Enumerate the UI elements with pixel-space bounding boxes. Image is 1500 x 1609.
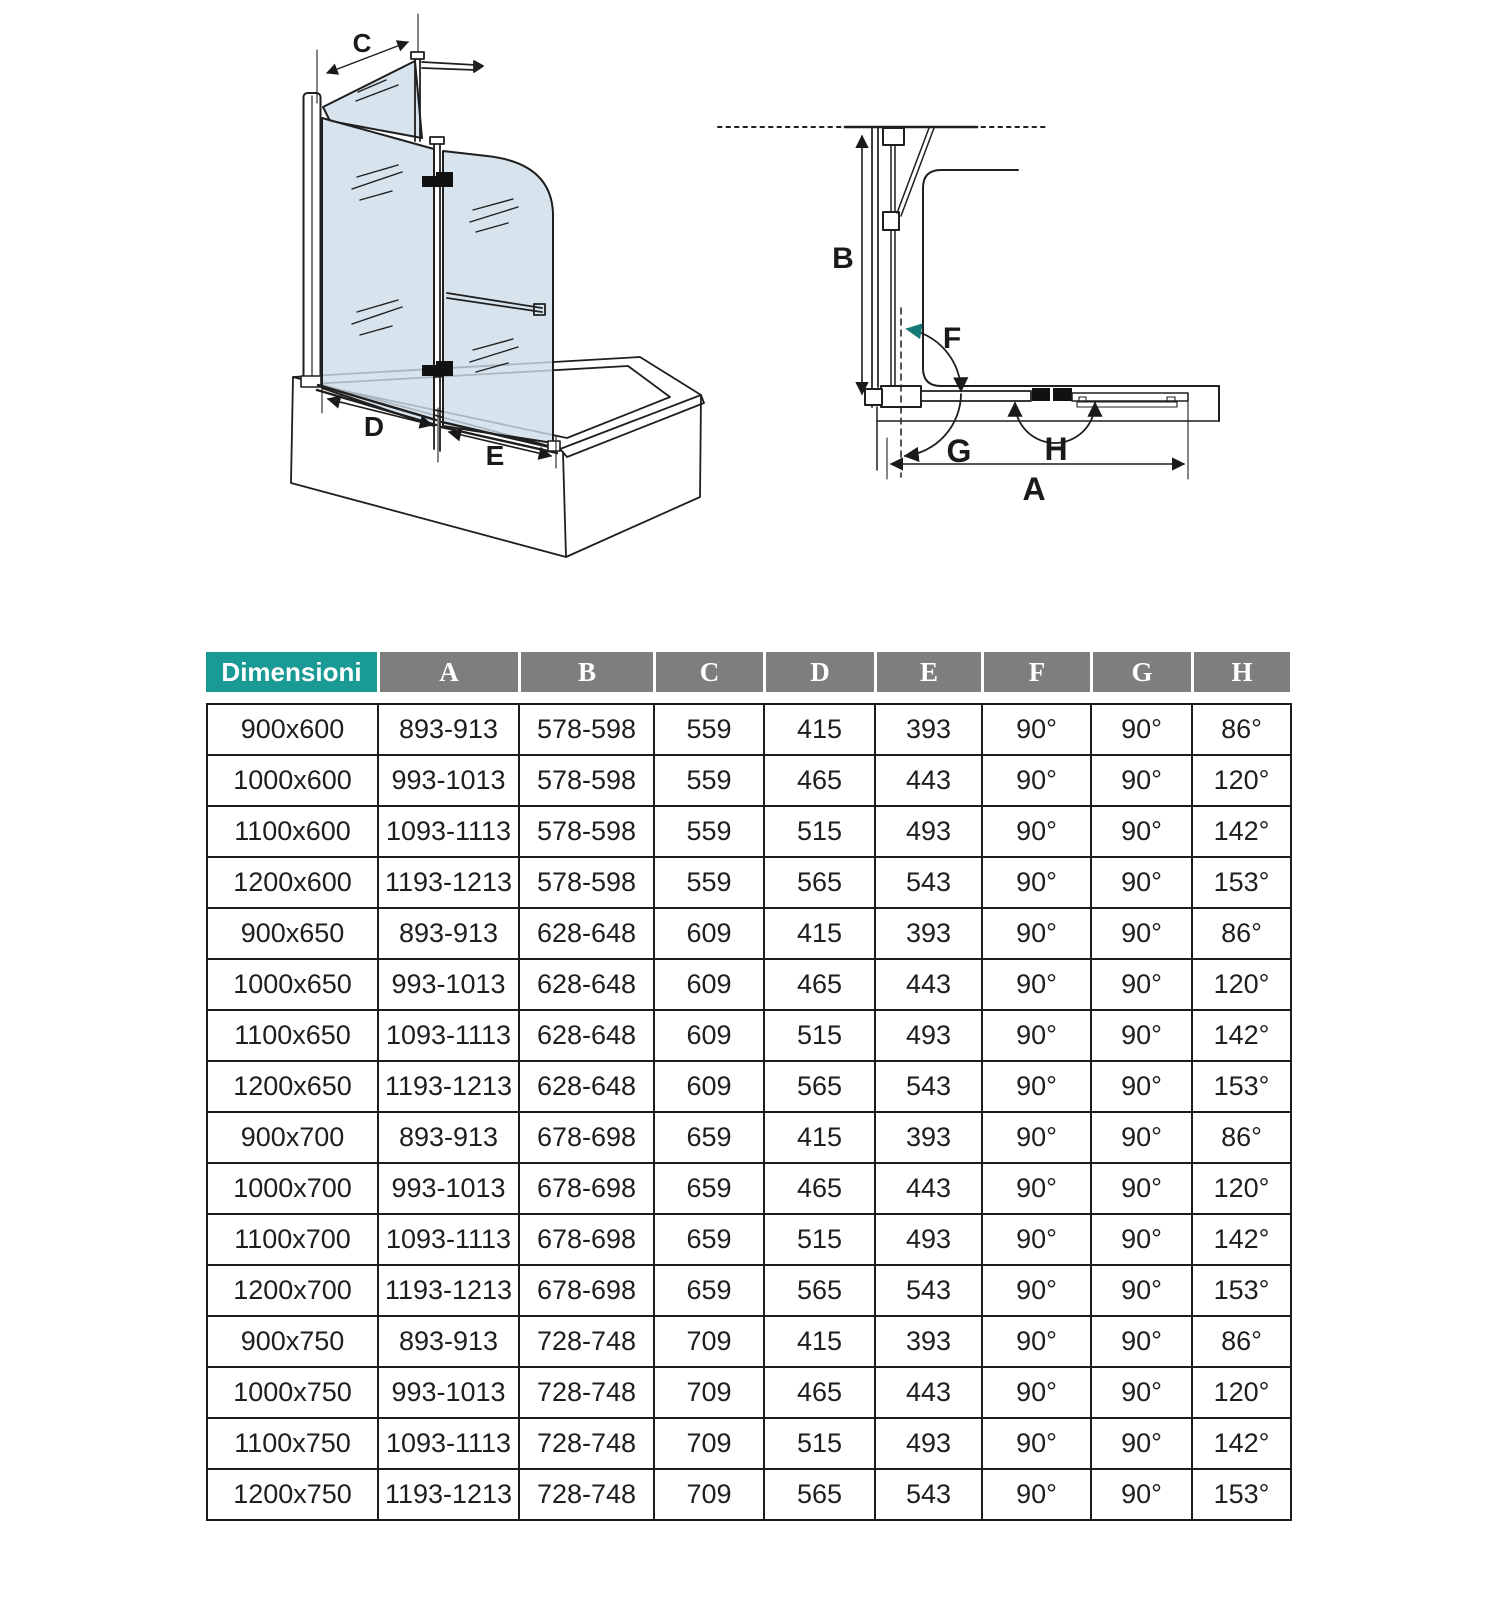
cell-value: 90° [982, 1010, 1091, 1061]
cell-value: 515 [764, 1418, 875, 1469]
cell-value: 559 [654, 704, 764, 755]
header-col-G: G [1093, 652, 1191, 692]
cell-value: 993-1013 [378, 1163, 519, 1214]
cell-value: 90° [982, 1163, 1091, 1214]
cell-value: 153° [1192, 1469, 1291, 1520]
cell-size: 1200x750 [207, 1469, 378, 1520]
cell-value: 120° [1192, 1367, 1291, 1418]
cell-value: 90° [1091, 1112, 1192, 1163]
cell-value: 659 [654, 1265, 764, 1316]
cell-value: 628-648 [519, 1061, 654, 1112]
cell-value: 443 [875, 1367, 982, 1418]
cell-value: 443 [875, 755, 982, 806]
cell-value: 120° [1192, 755, 1291, 806]
table-row [207, 1112, 1291, 1163]
support-bar-tip [474, 61, 483, 72]
table-row [207, 857, 1291, 908]
cell-value: 1093-1113 [378, 1010, 519, 1061]
cell-value: 120° [1192, 1163, 1291, 1214]
table-row [207, 1469, 1291, 1520]
cell-value: 90° [982, 1112, 1091, 1163]
label-b: B [832, 242, 854, 275]
cell-value: 90° [1091, 1367, 1192, 1418]
cell-value: 578-598 [519, 704, 654, 755]
cell-size: 1000x750 [207, 1367, 378, 1418]
cell-value: 90° [1091, 1163, 1192, 1214]
cell-value: 678-698 [519, 1163, 654, 1214]
cell-size: 900x600 [207, 704, 378, 755]
table-row [207, 704, 1291, 755]
cell-value: 628-648 [519, 959, 654, 1010]
cell-value: 609 [654, 908, 764, 959]
cell-value: 659 [654, 1214, 764, 1265]
cell-value: 415 [764, 908, 875, 959]
cell-value: 709 [654, 1316, 764, 1367]
table-row [207, 959, 1291, 1010]
cell-size: 1100x750 [207, 1418, 378, 1469]
cell-value: 120° [1192, 959, 1291, 1010]
cell-value: 559 [654, 857, 764, 908]
table-row [207, 1418, 1291, 1469]
cell-value: 393 [875, 1112, 982, 1163]
cell-size: 1000x650 [207, 959, 378, 1010]
cell-value: 893-913 [378, 704, 519, 755]
perspective-view-diagram [291, 14, 704, 557]
cell-value: 90° [982, 1418, 1091, 1469]
cell-value: 609 [654, 959, 764, 1010]
table-row [207, 1265, 1291, 1316]
technical-diagrams [0, 0, 1500, 640]
cell-size: 1200x650 [207, 1061, 378, 1112]
cell-value: 893-913 [378, 1112, 519, 1163]
cell-value: 728-748 [519, 1316, 654, 1367]
cell-value: 559 [654, 755, 764, 806]
cell-value: 90° [982, 1469, 1091, 1520]
cell-value: 659 [654, 1163, 764, 1214]
label-c: C [352, 28, 372, 58]
cell-value: 90° [982, 1061, 1091, 1112]
cell-value: 493 [875, 1418, 982, 1469]
cell-value: 893-913 [378, 1316, 519, 1367]
cell-value: 90° [1091, 857, 1192, 908]
cell-value: 90° [1091, 1469, 1192, 1520]
cell-value: 90° [1091, 806, 1192, 857]
hinge-top [422, 176, 436, 187]
cell-value: 728-748 [519, 1418, 654, 1469]
cell-value: 578-598 [519, 857, 654, 908]
table-row [207, 1010, 1291, 1061]
cell-value: 90° [982, 1265, 1091, 1316]
cell-size: 900x750 [207, 1316, 378, 1367]
cell-value: 993-1013 [378, 1367, 519, 1418]
cell-value: 90° [1091, 1418, 1192, 1469]
cell-value: 90° [1091, 1265, 1192, 1316]
cell-value: 153° [1192, 857, 1291, 908]
cell-value: 86° [1192, 908, 1291, 959]
plan-hinge [1032, 388, 1050, 401]
cell-value: 90° [982, 755, 1091, 806]
hinge-bottom [436, 361, 453, 376]
cell-value: 493 [875, 1214, 982, 1265]
cell-value: 142° [1192, 1010, 1291, 1061]
header-col-E: E [877, 652, 981, 692]
header-col-F: F [984, 652, 1090, 692]
cell-value: 728-748 [519, 1367, 654, 1418]
cell-value: 86° [1192, 704, 1291, 755]
cell-value: 393 [875, 1316, 982, 1367]
cell-value: 678-698 [519, 1265, 654, 1316]
hinge-bottom [422, 365, 436, 376]
cell-value: 1093-1113 [378, 806, 519, 857]
cell-value: 493 [875, 806, 982, 857]
cell-value: 393 [875, 704, 982, 755]
header-col-B: B [521, 652, 653, 692]
plan-folded-screen [865, 386, 1188, 407]
cell-value: 1093-1113 [378, 1418, 519, 1469]
cell-value: 1093-1113 [378, 1214, 519, 1265]
cell-value: 465 [764, 1367, 875, 1418]
cell-value: 565 [764, 1265, 875, 1316]
cell-value: 90° [982, 1214, 1091, 1265]
cell-value: 993-1013 [378, 755, 519, 806]
glass-panels [322, 61, 553, 443]
wall-profile [301, 93, 321, 387]
cell-value: 559 [654, 806, 764, 857]
cell-value: 515 [764, 1214, 875, 1265]
cell-value: 709 [654, 1418, 764, 1469]
cell-size: 1200x700 [207, 1265, 378, 1316]
table-row [207, 1367, 1291, 1418]
label-g: G [946, 433, 972, 469]
plan-fixed-panel [872, 127, 934, 407]
cell-size: 1100x700 [207, 1214, 378, 1265]
dimensions-table-body [207, 704, 1291, 1520]
cell-value: 1193-1213 [378, 1265, 519, 1316]
label-e: E [485, 440, 505, 471]
plan-hinge [1053, 388, 1072, 401]
cell-value: 628-648 [519, 1010, 654, 1061]
cell-value: 465 [764, 755, 875, 806]
table-row [207, 1163, 1291, 1214]
glass-panel-2 [443, 151, 553, 443]
cell-value: 609 [654, 1061, 764, 1112]
header-col-H: H [1194, 652, 1290, 692]
cell-value: 728-748 [519, 1469, 654, 1520]
cell-value: 90° [1091, 908, 1192, 959]
label-h: H [1044, 431, 1068, 467]
cell-value: 90° [1091, 1214, 1192, 1265]
table-row [207, 1214, 1291, 1265]
cell-value: 578-598 [519, 755, 654, 806]
cell-value: 893-913 [378, 908, 519, 959]
cell-value: 1193-1213 [378, 1469, 519, 1520]
cell-value: 578-598 [519, 806, 654, 857]
cell-value: 90° [1091, 704, 1192, 755]
cell-value: 628-648 [519, 908, 654, 959]
cell-value: 515 [764, 806, 875, 857]
cell-value: 565 [764, 1061, 875, 1112]
cell-value: 90° [982, 1367, 1091, 1418]
cell-value: 153° [1192, 1061, 1291, 1112]
cell-value: 86° [1192, 1112, 1291, 1163]
dimensions-table [206, 703, 1292, 1521]
cell-value: 86° [1192, 1316, 1291, 1367]
cell-value: 90° [1091, 1010, 1192, 1061]
plan-view-diagram [718, 127, 1219, 479]
cell-value: 443 [875, 959, 982, 1010]
cell-value: 90° [1091, 755, 1192, 806]
label-f: F [942, 322, 962, 355]
cell-value: 90° [1091, 959, 1192, 1010]
cell-value: 609 [654, 1010, 764, 1061]
cell-value: 1193-1213 [378, 857, 519, 908]
header-col-D: D [766, 652, 874, 692]
cell-size: 1100x650 [207, 1010, 378, 1061]
plan-open-panel-outline [923, 170, 1219, 421]
cell-size: 900x650 [207, 908, 378, 959]
cell-value: 90° [982, 806, 1091, 857]
cell-value: 393 [875, 908, 982, 959]
table-row [207, 908, 1291, 959]
cell-value: 709 [654, 1367, 764, 1418]
cell-value: 415 [764, 1112, 875, 1163]
cell-value: 659 [654, 1112, 764, 1163]
cell-value: 90° [982, 959, 1091, 1010]
cell-value: 565 [764, 857, 875, 908]
cell-value: 515 [764, 1010, 875, 1061]
cell-value: 993-1013 [378, 959, 519, 1010]
cell-size: 1200x600 [207, 857, 378, 908]
header-dimensioni: Dimensioni [206, 652, 377, 692]
cell-value: 90° [1091, 1316, 1192, 1367]
cell-value: 1193-1213 [378, 1061, 519, 1112]
cell-value: 565 [764, 1469, 875, 1520]
table-row [207, 1061, 1291, 1112]
cell-value: 678-698 [519, 1112, 654, 1163]
table-row [207, 806, 1291, 857]
cell-value: 142° [1192, 1214, 1291, 1265]
cell-size: 1100x600 [207, 806, 378, 857]
cell-value: 709 [654, 1469, 764, 1520]
cell-value: 90° [1091, 1061, 1192, 1112]
cell-value: 443 [875, 1163, 982, 1214]
cell-value: 678-698 [519, 1214, 654, 1265]
cell-value: 90° [982, 908, 1091, 959]
cell-value: 142° [1192, 1418, 1291, 1469]
hinge-top [436, 172, 453, 187]
table-header-band [206, 652, 1290, 692]
cell-value: 90° [982, 704, 1091, 755]
header-col-C: C [656, 652, 763, 692]
cell-value: 493 [875, 1010, 982, 1061]
cell-value: 415 [764, 1316, 875, 1367]
cell-value: 90° [982, 857, 1091, 908]
cell-value: 543 [875, 1061, 982, 1112]
cell-value: 153° [1192, 1265, 1291, 1316]
table-row [207, 1316, 1291, 1367]
label-a: A [1022, 471, 1046, 507]
cell-value: 465 [764, 1163, 875, 1214]
cell-value: 465 [764, 959, 875, 1010]
header-col-A: A [380, 652, 518, 692]
table-row [207, 755, 1291, 806]
cell-value: 543 [875, 1265, 982, 1316]
label-d: D [363, 411, 385, 442]
cell-size: 1000x700 [207, 1163, 378, 1214]
glass-panel-1 [322, 118, 434, 426]
cell-value: 90° [982, 1316, 1091, 1367]
cell-size: 1000x600 [207, 755, 378, 806]
cell-value: 543 [875, 1469, 982, 1520]
cell-value: 415 [764, 704, 875, 755]
cell-value: 142° [1192, 806, 1291, 857]
cell-value: 543 [875, 857, 982, 908]
cell-size: 900x700 [207, 1112, 378, 1163]
